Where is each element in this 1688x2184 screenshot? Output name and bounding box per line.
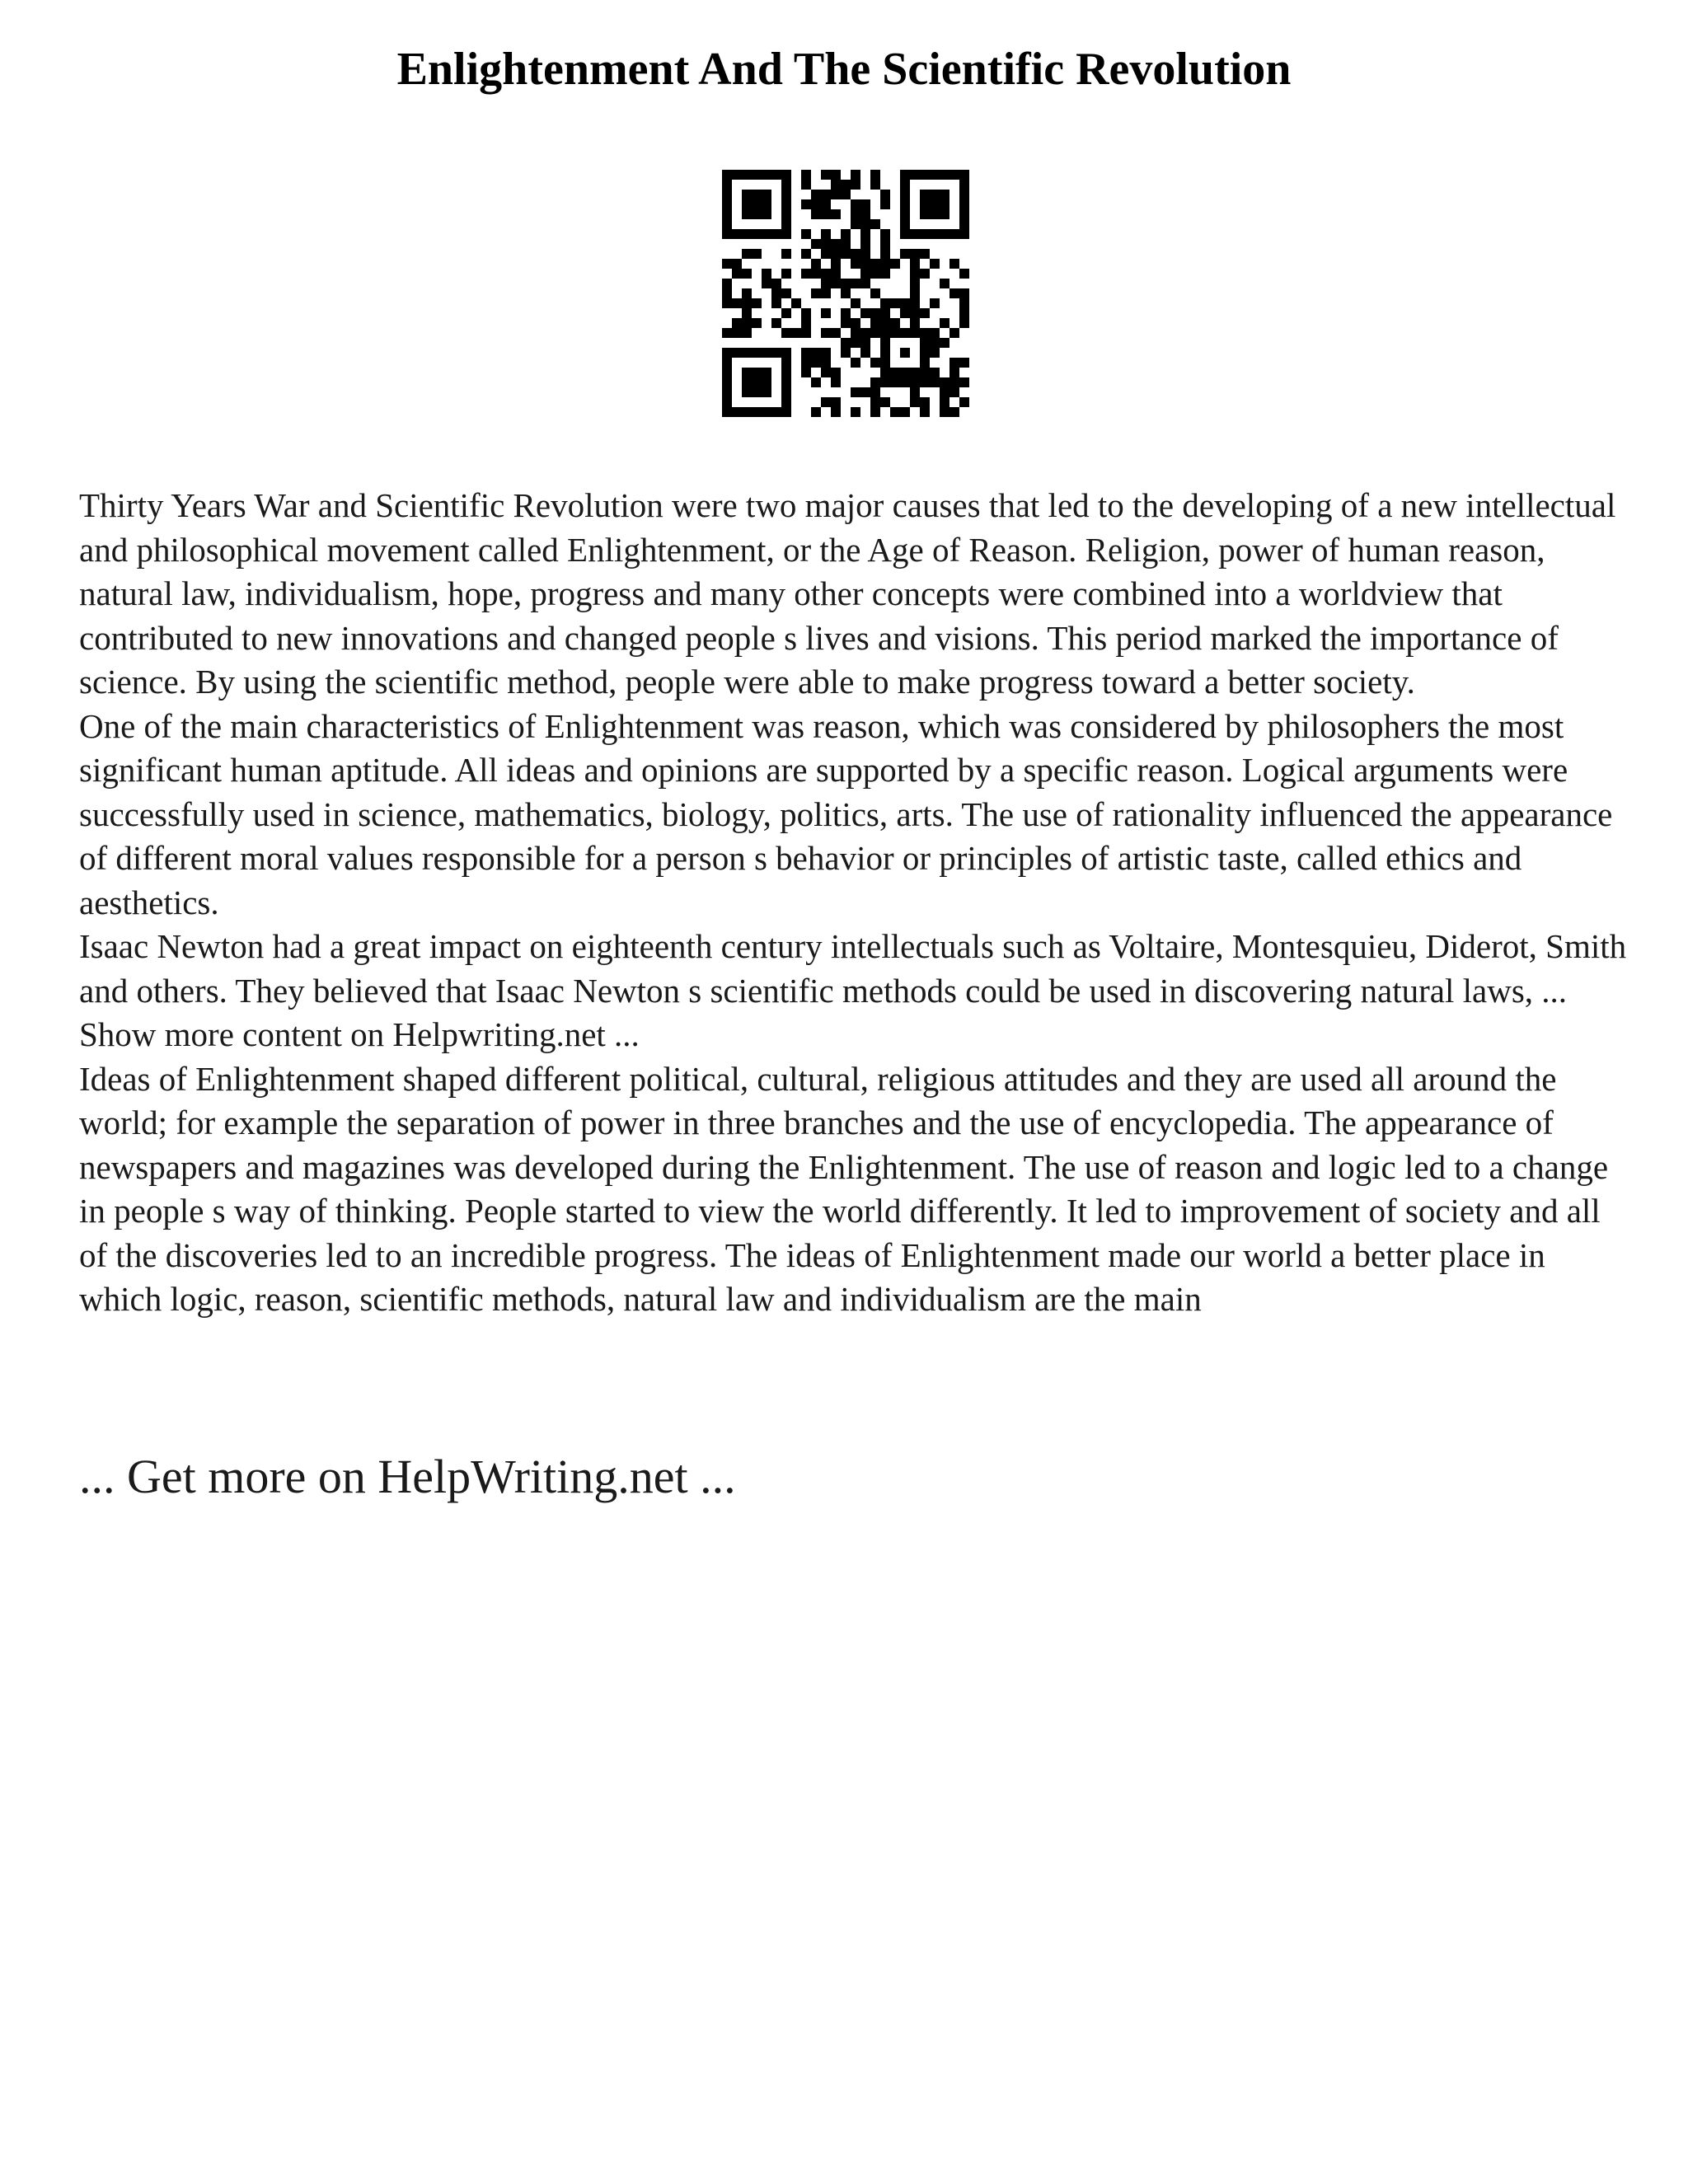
paragraph: One of the main characteristics of Enlightenment was reason, which was considered by philosophers the most significant human aptitude. All ideas and opinions are supported by a specific reason. Logical arguments were successfully used in science, mathematics, biology, politics, arts. The use of rationality influenced the appearance of different moral values responsible for a person s behavior or principles of artistic taste, called ethics and aesthetics. <box>79 706 1613 921</box>
paragraph: Isaac Newton had a great impact on eighteenth century intellectuals such as Voltaire, Montesquieu, Diderot, Smith and others. They believed that Isaac Newton s scientific methods could be used in discovering natural laws, ... Show more content on Helpwriting.net ... <box>79 927 1627 1053</box>
qr-code-icon <box>722 170 969 417</box>
get-more-link[interactable]: ... Get more on HelpWriting.net ... <box>79 1450 736 1503</box>
paragraph: Ideas of Enlightenment shaped different political, cultural, religious attitudes and they are used all around the world; for example the separation of power in three branches and the use of encyclopedia. The appearance of newspapers and magazines was developed during the Enlightenment. The use of reason and logic led to a change in people s way of thinking. People started to view the world differently. It led to improvement of society and all of the discoveries led to an incredible progress. The ideas of Enlightenment made our world a better place in which logic, reason, scientific methods, natural law and individualism are the main <box>79 1059 1609 1318</box>
page-title: Enlightenment And The Scientific Revolution <box>396 44 1292 95</box>
article-body <box>79 484 1629 1322</box>
paragraph: Thirty Years War and Scientific Revolution were two major causes that led to the developing of a new intellectual and philosophical movement called Enlightenment, or the Age of Reason. Religion, power of human reason, natural law, individualism, hope, progress and many other concepts were combined into a worldview that contributed to new innovations and changed people s lives and visions. This period marked the importance of science. By using the scientific method, people were able to make progress toward a better society. <box>79 486 1616 701</box>
